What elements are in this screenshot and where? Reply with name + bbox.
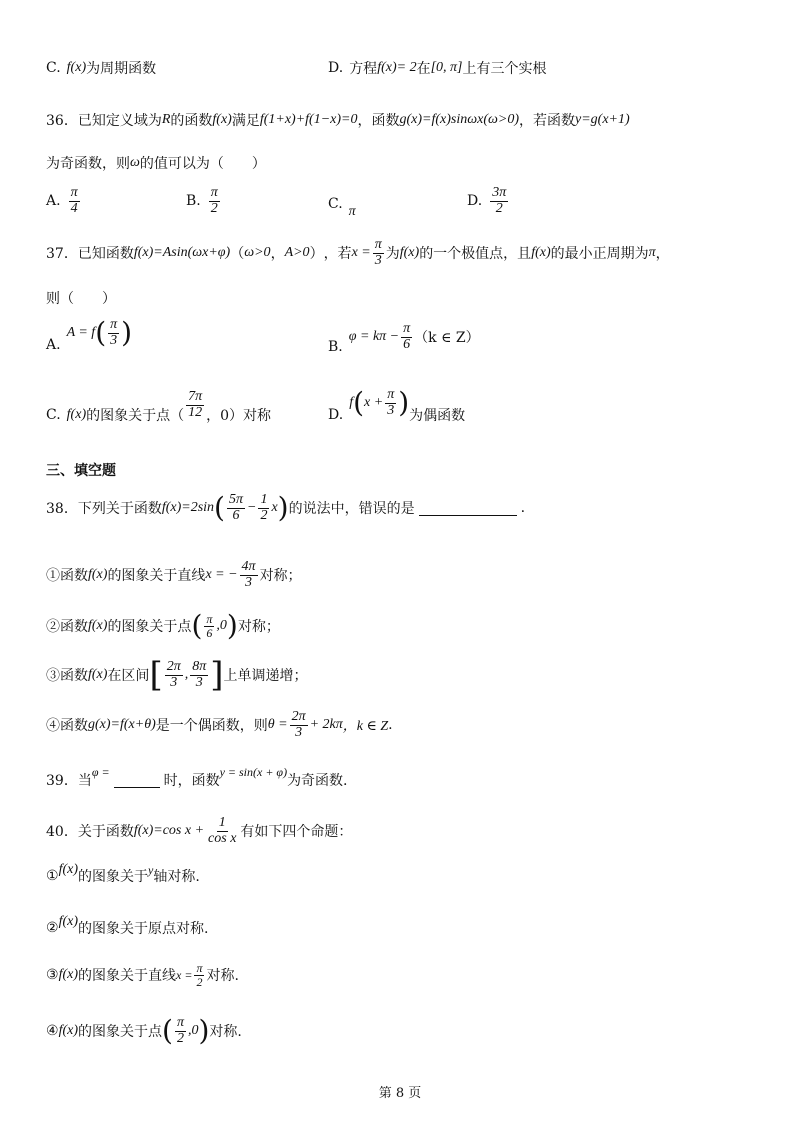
option-text: 方程	[349, 61, 378, 77]
numerator: π	[210, 185, 218, 200]
item-mark: ③	[46, 967, 59, 984]
section-title: 三、填空题	[46, 463, 116, 479]
fraction	[186, 390, 204, 420]
q37-stem-line2	[46, 288, 116, 308]
stem-text: 的说法中，错误的是	[288, 501, 415, 518]
answer-blank[interactable]	[419, 501, 517, 516]
fraction	[69, 186, 80, 216]
math-fx: f(x)	[377, 60, 397, 75]
stem-text: .	[520, 500, 526, 517]
math-interval: [0, π]	[430, 60, 463, 75]
stem-text: 的一个极值点，且	[419, 246, 532, 263]
paren-left: (	[95, 316, 107, 350]
item-text: 轴对称.	[153, 869, 200, 885]
option-text: 在	[416, 61, 431, 77]
page-footer: 第 8 页	[378, 1086, 422, 1101]
stem-text: ，	[655, 246, 670, 263]
math-fx: f(x)	[88, 618, 108, 633]
paren-left: (	[353, 386, 365, 420]
q39-stem	[46, 764, 348, 790]
denominator: 2	[176, 1030, 184, 1046]
numerator: 1	[218, 815, 226, 830]
stem-text: 已知定义域为	[77, 113, 162, 129]
option-label: D.	[328, 60, 344, 76]
denominator: 4	[70, 200, 78, 216]
q37-option-d	[328, 386, 466, 425]
numerator: 5π	[228, 492, 243, 507]
math-eq: x =	[176, 967, 193, 982]
stem-text: 的最小正周期为	[550, 246, 649, 263]
q37-option-a	[46, 316, 133, 354]
numerator: π	[70, 185, 78, 200]
math-eq: θ =	[267, 717, 288, 733]
numerator: π	[403, 321, 411, 336]
denominator: 6	[403, 336, 411, 352]
fraction	[190, 660, 208, 690]
item-text: .	[388, 717, 393, 734]
stem-text: 则（ ）	[46, 291, 116, 307]
math-comma: ,	[184, 667, 189, 682]
denominator: 3	[170, 674, 178, 690]
fraction	[209, 186, 220, 216]
denominator: 3	[110, 332, 118, 348]
denominator: 3	[387, 402, 395, 418]
option-label: C.	[46, 60, 61, 76]
paren-left: (	[214, 491, 225, 525]
fraction	[175, 1016, 186, 1046]
stem-text: 的函数	[170, 113, 213, 129]
q35-option-d	[328, 58, 547, 78]
item-mark: ②	[46, 920, 59, 936]
math-phi: φ =	[91, 764, 110, 779]
math-point: ,0	[187, 1023, 199, 1039]
item-text: 的图象关于直线	[107, 568, 206, 585]
item-text: 的图象关于直线	[78, 968, 176, 985]
option-label: B.	[328, 339, 343, 356]
denominator: 3	[374, 252, 382, 268]
q38-item-1	[46, 560, 302, 590]
item-text: 的图象关于原点对称.	[78, 921, 209, 937]
q36-stem-line2	[46, 153, 266, 173]
math-condition: ，k ∈ Z	[342, 719, 389, 735]
numerator: 7π	[188, 389, 203, 404]
math-condition: f(1+x)+f(1−x)=0	[259, 112, 358, 127]
stem-text: （	[230, 246, 245, 263]
stem-text: 为奇函数，则	[46, 156, 130, 172]
paren-right: )	[226, 609, 238, 642]
math-func: f(x)=cos x +	[133, 823, 205, 839]
math-fx: f(x)	[58, 967, 78, 983]
numerator: 3π	[492, 185, 507, 200]
math-fx: f(x)	[399, 245, 420, 261]
denominator: 3	[245, 574, 253, 590]
math-pi: π	[648, 245, 656, 261]
math-fx: f(x)	[58, 914, 78, 929]
option-label: B.	[186, 193, 201, 210]
option-value: π	[348, 204, 356, 219]
q36-stem-line1	[46, 110, 630, 130]
q40-item-4	[46, 1016, 242, 1046]
q35-option-c	[46, 58, 156, 78]
stem-text: 关于函数	[77, 824, 134, 841]
numerator: 2π	[166, 658, 181, 674]
item-text: 对称；	[237, 619, 280, 635]
denominator: 2	[196, 974, 203, 989]
numerator: 2π	[291, 709, 306, 724]
fraction	[165, 660, 183, 690]
question-number: 37．	[46, 246, 78, 263]
math-r: R	[161, 112, 171, 127]
math-var: y	[148, 862, 154, 877]
fraction	[240, 560, 258, 590]
question-number: 36．	[46, 113, 78, 129]
q40-item-1	[46, 862, 200, 886]
paren-right: )	[121, 316, 133, 350]
numerator: π	[374, 237, 382, 252]
math-eq: x = −	[205, 567, 238, 583]
q36-option-b	[186, 186, 222, 216]
option-label: A.	[46, 193, 61, 210]
denominator: cos x	[208, 830, 237, 846]
option-text: 上有三个实根	[462, 61, 547, 77]
stem-text: 的值可以为（ ）	[139, 156, 266, 172]
denominator: 3	[195, 674, 203, 690]
math-func: f(x)=2sin	[161, 500, 215, 516]
stem-text: 当	[77, 773, 92, 789]
paren-left: (	[191, 609, 203, 642]
q36-option-c	[328, 196, 356, 219]
q38-item-2	[46, 609, 280, 642]
fraction	[204, 613, 214, 639]
q36-option-d	[467, 186, 510, 216]
stem-text: 时，函数	[163, 773, 220, 789]
denominator: 2	[495, 200, 503, 216]
math-func: f(x)=Asin(ωx+φ)	[133, 245, 231, 261]
numerator: π	[176, 1015, 184, 1030]
item-mark: ③函数	[46, 668, 88, 684]
option-text: 为周期函数	[86, 61, 157, 77]
math-expr: x +	[364, 395, 384, 411]
stem-text: ，函数	[357, 113, 400, 129]
fraction	[385, 388, 396, 418]
bracket-right: ]	[210, 655, 224, 695]
paren-right: )	[277, 491, 289, 525]
item-text: 的图象关于	[78, 869, 148, 885]
paren-right: )	[198, 1014, 210, 1048]
fraction	[206, 816, 238, 846]
stem-text: 下列关于函数	[77, 501, 162, 518]
math-fx: f(x)	[66, 407, 87, 423]
stem-text: 有如下四个命题：	[240, 824, 353, 841]
q40-stem	[46, 816, 352, 846]
math-omega: ω	[130, 155, 140, 170]
math-func: y = sin(x + φ)	[219, 764, 288, 779]
math-condition: ω>0	[244, 245, 271, 261]
stem-text: ，	[270, 246, 285, 263]
numerator: π	[387, 387, 395, 402]
math-expr: + 2kπ	[309, 717, 343, 733]
math-fx: f(x)	[58, 1023, 78, 1039]
item-text: 上单调递增；	[223, 668, 308, 684]
option-label: D.	[467, 193, 483, 210]
math-y: y=g(x+1)	[575, 112, 630, 127]
denominator: 6	[232, 507, 240, 523]
stem-text: ）	[309, 246, 324, 263]
math-g: g(x)=f(x)sinωx(ω>0)	[399, 112, 519, 127]
math-fx: f(x)	[212, 112, 232, 127]
math-eq: = 2	[396, 60, 417, 75]
math-expr: φ = kπ −	[348, 329, 400, 345]
numerator: π	[196, 961, 203, 975]
stem-text: ，若	[323, 246, 352, 263]
numerator: 4π	[241, 559, 256, 574]
option-text: ，0）对称	[206, 408, 272, 425]
answer-blank[interactable]	[114, 773, 160, 788]
option-label: D.	[328, 407, 344, 424]
paren-right: )	[398, 386, 410, 420]
question-number: 39．	[46, 773, 78, 789]
item-text: 是一个偶函数，则	[155, 718, 268, 735]
denominator: 12	[188, 404, 203, 420]
item-mark: ②函数	[46, 619, 88, 635]
numerator: π	[206, 611, 213, 626]
denominator: 6	[206, 625, 213, 640]
math-fx: f(x)	[531, 245, 551, 261]
q37-option-c	[46, 389, 272, 425]
math-fx: f(x)	[58, 862, 78, 877]
math-condition: （k ∈ Z）	[414, 330, 480, 347]
stem-text: 已知函数	[77, 246, 134, 263]
item-mark: ①函数	[46, 568, 88, 585]
question-number: 40．	[46, 824, 78, 841]
fraction	[108, 318, 119, 348]
numerator: π	[110, 317, 118, 332]
numerator: 8π	[192, 658, 207, 674]
item-text: 对称；	[259, 568, 302, 585]
math-fx: f(x)	[66, 60, 87, 75]
denominator: 2	[260, 507, 268, 523]
math-expr: f	[349, 395, 354, 411]
option-label: C.	[328, 196, 343, 212]
denominator: 2	[210, 200, 218, 216]
fraction	[401, 322, 412, 352]
stem-text: 为	[385, 246, 400, 263]
math-var: x	[271, 500, 278, 516]
fraction	[290, 710, 308, 740]
bracket-left: [	[149, 655, 163, 695]
math-condition: A>0	[284, 245, 310, 261]
stem-text: 满足	[231, 113, 260, 129]
q38-stem	[46, 493, 525, 523]
fraction	[227, 493, 245, 523]
option-text: 为偶函数	[409, 408, 466, 425]
fraction	[373, 238, 384, 268]
question-number: 38．	[46, 501, 78, 518]
item-text: 的图象关于点	[78, 1024, 162, 1041]
math-expr: A = f	[66, 325, 96, 341]
q38-item-3	[46, 655, 308, 695]
math-fx: f(x)	[88, 667, 108, 682]
q40-item-2	[46, 914, 209, 938]
item-mark: ①	[46, 868, 59, 884]
item-text: 的图象关于点	[107, 619, 192, 635]
math-fx: f(x)	[88, 567, 108, 583]
stem-text: ，若函数	[519, 113, 575, 129]
paren-left: (	[162, 1014, 173, 1048]
fraction	[490, 186, 508, 216]
item-mark: ④函数	[46, 718, 88, 735]
fraction	[258, 493, 269, 523]
item-text: 在区间	[107, 668, 150, 684]
math-point: ,0	[216, 618, 227, 633]
option-text: 的图象关于点（	[86, 408, 185, 425]
item-text: 对称.	[206, 968, 239, 985]
q36-option-a	[46, 186, 82, 216]
option-label: C.	[46, 407, 61, 424]
math-op: −	[247, 500, 257, 516]
q40-item-3	[46, 962, 239, 988]
q38-item-4	[46, 710, 393, 740]
option-label: A.	[46, 337, 61, 354]
q37-option-b	[328, 321, 480, 356]
q37-stem-line1	[46, 238, 670, 268]
item-mark: ④	[46, 1023, 59, 1040]
math-g: g(x)=f(x+θ)	[88, 717, 156, 733]
fraction	[194, 962, 204, 988]
numerator: 1	[260, 492, 268, 507]
item-text: 对称.	[209, 1024, 242, 1041]
stem-text: 为奇函数.	[287, 773, 348, 789]
math-eq: x =	[351, 245, 371, 261]
denominator: 3	[295, 724, 303, 740]
